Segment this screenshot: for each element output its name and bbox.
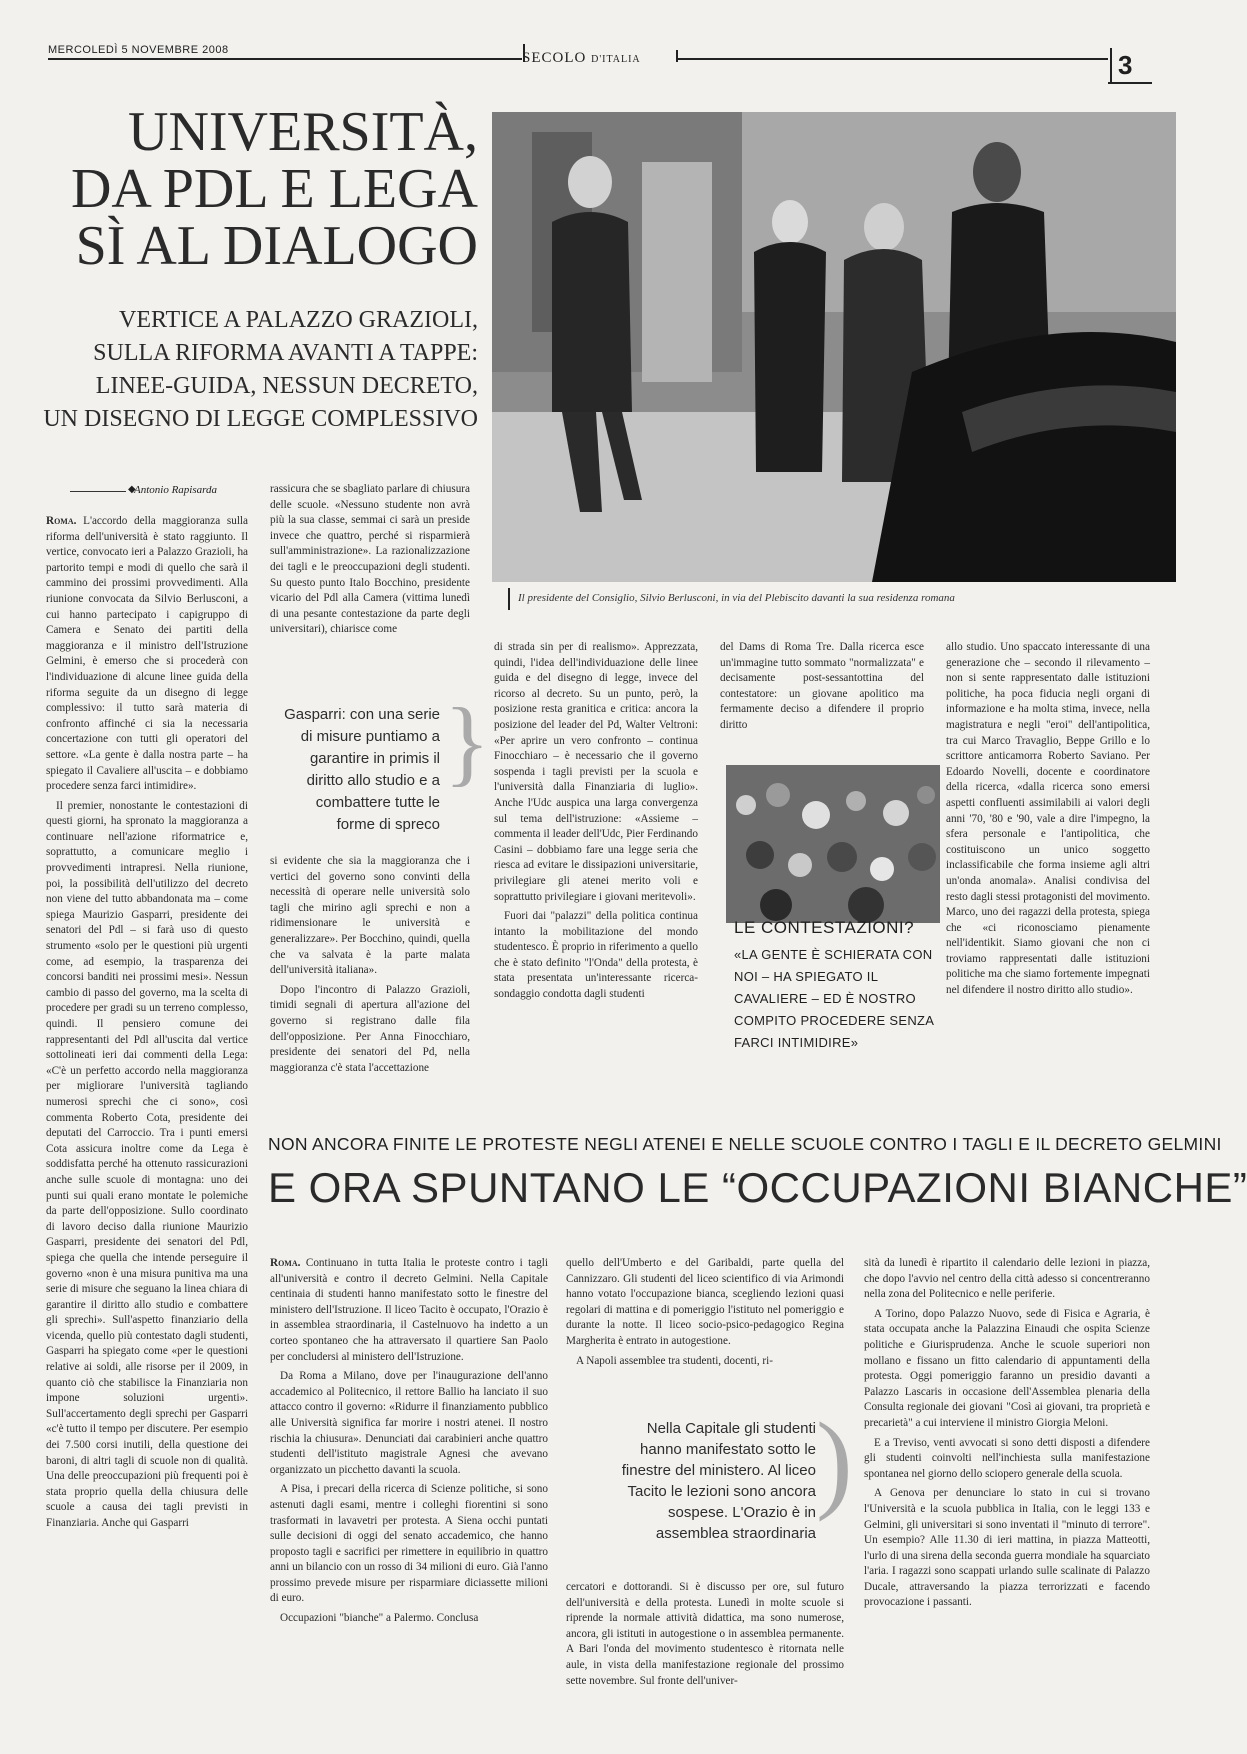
article2-column-3: [864, 1256, 1150, 1694]
article2-kicker: NON ANCORA FINITE LE PROTESTE NEGLI ATENEI E NELLE SCUOLE CONTRO I TAGLI E IL DECRETO GELMINI: [268, 1134, 1222, 1154]
masthead-rule-right: [676, 58, 1108, 60]
headline-line: SÌ AL DIALOGO: [75, 215, 478, 277]
article2-col1-p4: Occupazioni "bianche" a Palermo. Conclusa: [280, 1612, 479, 1625]
article1-column-2-bottom: [270, 854, 470, 1074]
article2-title: E ORA SPUNTANO LE “OCCUPAZIONI BIANCHE”: [268, 1164, 1247, 1211]
capitale-pullquote: Nella Capitale gli studenti hanno manifestato sotto le finestre del ministero. Al liceo Tacito le lezioni sono ancora sospese. L'Orazio è in assemblea straordinaria: [621, 1420, 816, 1542]
page-number-underline: [1108, 82, 1152, 84]
subheadline: [30, 304, 478, 436]
article1-col1-p2: Il premier, nonostante le contestazioni di questi giorni, ha spronato la maggioranza a continuare nell'azione riformatrice e, soprattutto, a comunicare meglio i provvedimenti intrapresi. Nella riunione, poi, la possibilità dell'utilizzo del decreto non viene del tutto abbandonata ma – come spiega Maurizio Gasparri, presidente dei senatori del Pdl – si farà uso di questo strumento «solo per le questioni più urgenti come, ad esempio, la trasparenza dei concorsi banditi nei prossimi mesi». Nessun cambio di passo del governo, ma la scelta di procedere per gradi su un terreno complesso, quindi. Il pensiero comune dei rappresentanti del Pdl all'uscita dal vertice sottolineati ieri dai commenti della Lega: «C'è un perfetto accordo nella maggioranza per migliorare l'università tagliando numerosi sprechi che ci sono», così commenta Roberto Cota, presidente dei deputati del Carroccio. Tra i punti emersi Cota assicura inoltre come da Lega è soddisfatta perché ha ottenuto rassicurazioni anche sulle scuole di montagna: uno dei punti sui quali erano montate le polemiche da parte dell'opposizione. Sullo coordinato di lavoro deciso dalla riunione Maurizio Gasparri, presidente dei senatori del Pdl, spiega che quella che intende perseguire il governo «non è una misura punitiva ma una serie di misure che seguano la linea chiara di garantire il diritto allo studio e combattere gli sprechi». Sull'aspetto finanziario della vicenda, quello più contestato dagli studenti, Gasparri ha spiegato come «per le questioni relative ai soldi, alle risorse per il 2009, in quanto ciò che stabilisce la Finanziaria non impone soluzioni urgenti». Sull'accertamento degli sprechi per Gasparri «c'è tutto il tempo per discutere. Per esempio dei 7.500 corsi inutili, della questione dei baroni, di altri tagli di scuole non di qualità. Una delle preoccupazioni più frequenti poi è stata proprio quella della chiusura delle scuole a causa dei tagli previsti in Finanziaria. Anche qui Gasparri: [46, 799, 248, 1529]
article2-col3-p3: E a Treviso, venti avvocati si sono detti disposti a difendere gli studenti coinvolti nell'inchiesta sulla manifestazione spontanea nel giorno dello sciopero generale della scuola.: [864, 1436, 1150, 1480]
main-headline: [30, 101, 478, 277]
article2-col1-p2: Da Roma a Milano, dove per l'inaugurazione dell'anno accademico al Politecnico, il rettore Ballio ha lanciato il suo attacco contro il governo: «Ridurre il finanziamento pubblico alle Università significa far morire i nostri atenei. Il nostro rischia la chiusura». Denunciati dai carabinieri anche quattro studenti dell'istituto magistrale Agnesi che avevano organizzato un picchetto davanti la scuola.: [270, 1370, 548, 1476]
article1-col1-p1: [46, 514, 248, 795]
byline-author: Antonio Rapisarda: [134, 484, 218, 496]
masthead-rule-left: [48, 58, 522, 60]
article2-col1-p3: A Pisa, i precari della ricerca di Scienze politiche, si sono astenuti dagli esami, mentre i colleghi fiorentini si sono trasformati in lavavetri per protesta. A Siena occhi puntati sulle decisioni di oggi del senato accademico, che hanno proposto tagli e sacrifici per rimettere in equilibrio in quattro anni un bilancio con un rosso di 34 milioni di euro. Già l'anno prossimo prevede misure per risparmiare diciassette milioni di euro.: [270, 1483, 548, 1605]
article2-col3-p4: A Genova per denunciare lo stato in cui si trovano l'Università e la scuola pubblica in Italia, con le leggi 133 e Gelmini, gli universitari si sono inventati il "minuto di terrore". Un esempio? Alle 11.30 di ieri mattina, in piazza Matteotti, l'urlo di una sirena della seconda guerra mondiale ha squarciato l'aria. I ragazzi sono scappati urlando sulle scalinate di Palazzo Ducale, attraversando la piazza terrorizzati e facendo provocazione i passanti.: [864, 1487, 1150, 1609]
article1-column-3: [494, 640, 698, 1068]
newspaper-name-main: SECOLO: [522, 50, 587, 66]
newspaper-name: [522, 50, 641, 67]
byline-rule: [70, 491, 126, 492]
article1-col4-p1: del Dams di Roma Tre. Dalla ricerca esce un'immagine tutto sommato "normalizzata" e decisamente post-sessantottina del contestatore: un giovane apolitico ma fermamente deciso a difendere il proprio diritto: [720, 641, 924, 731]
page-number: 3: [1118, 50, 1133, 80]
article1-col1-p1-text: L'accordo della maggioranza sulla riforma dell'università è stato raggiunto. Il vertice, convocato ieri a Palazzo Grazioli, ha partorito tempi e modi di quello che sarà il cammino dei prossimi provvedimenti. Alla riunione convocata da Silvio Berlusconi, a cui hanno partecipato i capigruppo di Camera e Senato dei partiti della maggioranza e il ministro dell'Istruzione Gelmini, è emerso che si procederà con l'individuazione di alcune linee guida della riforma seguite da un disegno di legge complessivo: il tutto sarà materia di confronto affinché ci sia la necessaria concertazione con tutti gli operatori del settore. «La gente è dalla nostra parte – ha spiegato il Cavaliere all'uscita – e dobbiamo procedere senza farci intimidire».: [46, 515, 248, 793]
article1-col3-p2: Fuori dai "palazzi" della politica continua intanto la mobilitazione del mondo studentesco. È proprio in riferimento a quello che è stato definito "l'Onda" della protesta, è stata presentata un'interessante ricerca-sondaggio condotta dagli studenti: [494, 910, 698, 1001]
photo-caption: Il presidente del Consiglio, Silvio Berlusconi, in via del Plebiscito davanti la sua residenza romana: [518, 592, 955, 604]
article2-column-2-top: [566, 1256, 844, 1386]
article1-column-4: [720, 640, 924, 760]
subhead-line: VERTICE A PALAZZO GRAZIOLI,: [119, 307, 478, 333]
headline-line: DA PDL E LEGA: [70, 158, 478, 220]
dateline: Roma.: [46, 515, 77, 527]
article1-column-1: [46, 514, 248, 1690]
byline-diamond-icon: ◆: [128, 484, 136, 495]
photo-illustration: [492, 112, 1176, 582]
newspaper-name-suffix: D'ITALIA: [591, 54, 641, 65]
article2-col1-p1-text: Continuano in tutta Italia le proteste contro i tagli all'università e contro il decreto Gelmini. Nella Capitale centinaia di studenti hanno manifestato sotto le finestre del ministero dell'Istruzione. Il liceo Tacito è occupato, l'Orazio è in assemblea straordinaria, il Castelnuovo ha indetto a un corteo spontaneo che ha attraversato il quartiere San Paolo per concludersi al ministero dell'Istruzione.: [270, 1257, 548, 1363]
article2-column-1: [270, 1256, 548, 1692]
article2-col3-p2: A Torino, dopo Palazzo Nuovo, sede di Fisica e Agraria, è stata occupata anche la Palazzina Einaudi che ospita Scienze politiche e Giurisprudenza. Anche le scuole superiori non mollano e fissano un fitto calendario di appuntamenti della protesta. Oggi pomeriggio faranno un presidio davanti a Palazzo Lascaris in occasione dell'Assemblea plenaria della Consulta regionale dei giovani "Così ai giovani, tra proprietà e precarietà" a cui interviene il ministro Giorgia Meloni.: [864, 1307, 1150, 1429]
article1-col2-p3: Dopo l'incontro di Palazzo Grazioli, timidi segnali di apertura all'azione del governo si registrano dalle fila dell'opposizione. Per Anna Finocchiaro, presidente dei senatori del Pd, nella maggioranza c'è stata l'accettazione: [270, 983, 470, 1074]
article2-col2-p2: A Napoli assemblee tra studenti, docenti, ri-: [576, 1354, 773, 1367]
article1-col5-p1: allo studio. Uno spaccato interessante di una generazione che – secondo il rilevamento – non si sente rappresentato dalle istituzioni politiche, ha poca fiducia negli organi di informazione e ha molta stima, invece, nella magistratura e negli "eroi" dell'antipolitica, tra cui Marco Travaglio, Beppe Grillo e lo scrittore anticamorra Roberto Saviano. Per Edoardo Novelli, docente e coordinatore della ricerca, «dalla ricerca sono emersi aspetti confluenti assimilabili ai valori degli anni '70, '80 e '90, vale a dire l'impegno, la sfera personale e l'antipolitica, che costituiscono un unico soggetto inclassificabile che forma insieme agli altri un'onda anomala». Analisi condivisa del resto dagli stessi protagonisti del movimento. Marco, uno dei ragazzi della protesta, spiega che «ci riconosciamo pienamente nell'identikit. Siamo giovani che non ci troviamo rappresentati dalle istituzioni politiche ma che siamo fortemente impegnati nel difendere il nostro diritto allo studio».: [946, 641, 1150, 997]
article2-col3-p1: sità da lunedì è ripartito il calendario delle lezioni in piazza, che dopo l'avvio nel centro della città adesso si concentreranno nella zona del Politecnico e nelle periferie.: [864, 1257, 1150, 1301]
box-quote: «LA GENTE È SCHIERATA CON NOI – HA SPIEGATO IL CAVALIERE – ED È NOSTRO COMPITO PROCEDERE SENZA FARCI INTIMIDIRE»: [734, 947, 934, 1050]
subhead-line: LINEE-GUIDA, NESSUN DECRETO,: [95, 373, 478, 399]
box-title: LE CONTESTAZIONI?: [734, 918, 915, 937]
protest-crowd-illustration: [726, 765, 940, 923]
article2-col2-p3: cercatori e dottorandi. Si è discusso per ore, sul futuro dell'università e della protesta. Lunedì in molte scuole si riprende la normale attività didattica, ma sono numerose, ancora, gli istituti in autogestione o in assemblea permanente. A Bari l'onda del movimento studentesco è ritornata nelle aule, in vista della manifestazione regionale del prossimo sette novembre. Sul fronte dell'univer-: [566, 1581, 844, 1687]
caption-marker: [508, 588, 510, 610]
page-number-divider: [1110, 48, 1112, 82]
subhead-line: UN DISEGNO DI LEGGE COMPLESSIVO: [43, 406, 478, 432]
article1-column-2-top: [270, 482, 470, 682]
protest-photo: [726, 765, 940, 923]
article1-col3-p1: di strada sin per di realismo». Apprezzata, quindi, l'idea dell'individuazione delle linee guida e del disegno di legge, invece del ricorso al decreto. Su un punto, però, la posizione resta granitica e critica: ancora la posizione del leader del Pd, Walter Veltroni: «Per aprire un vero confronto – continua Finocchiaro – è necessario che il governo sospenda i tagli previsti per la scuola e l'università dalla Finanziaria di luglio». Anche l'Udc auspica una larga convergenza sul tema dell'istruzione: «Assieme – commenta il leader dell'Udc, Pier Ferdinando Casini – dobbiamo fare una legge seria che riesca ad evitare le dissipazioni universitarie, privilegiare gli atenei merito voli e soprattutto privilegiare i giovani meritevoli».: [494, 641, 698, 903]
masthead-divider-right: [676, 50, 678, 62]
dateline: Roma.: [270, 1257, 301, 1269]
article1-column-5: [946, 640, 1150, 1072]
berlusconi-photo: [492, 112, 1176, 582]
article2-column-2-bottom: [566, 1580, 844, 1694]
pullquote-brace-icon: ): [816, 1400, 853, 1522]
article2-col1-p1: [270, 1256, 548, 1365]
article1-col2-p2: si evidente che sia la maggioranza che i vertici del governo sono convinti della necessità di operare nelle università solo tagli che mirino agli sprechi e non a ridimensionare le università e generalizzare». Per Bocchino, quindi, quella che va salvata è la parte malata dell'università italiana».: [270, 855, 470, 977]
issue-date: MERCOLEDÌ 5 NOVEMBRE 2008: [48, 44, 229, 56]
pullquote-brace-icon: }: [444, 688, 491, 795]
article1-col2-p1: rassicura che se sbagliato parlare di chiusura delle scuole. «Nessuno studente non avrà più la sua classe, semmai ci sarà un preside invece che quattro, perché si risparmierà sull'amministrazione». La razionalizzazione dei tagli e le preoccupazioni degli studenti. Su questo punto Italo Bocchino, presidente vicario del Pdl alla Camera (vittima lunedì di una pesante contestazione da parte degli universitari), chiarisce come: [270, 483, 470, 636]
headline-line: UNIVERSITÀ,: [128, 101, 478, 163]
subhead-line: SULLA RIFORMA AVANTI A TAPPE:: [93, 340, 478, 366]
gasparri-pullquote: Gasparri: con una serie di misure puntiamo a garantire in primis il diritto allo studio e a combattere tutte le forme di spreco: [284, 706, 440, 833]
article2-col2-p1: quello dell'Umberto e del Garibaldi, parte quella del Cannizzaro. Gli studenti del liceo scientifico di via Arimondi hanno votato l'occupazione bianca, scegliendo lezioni quasi regolari di mattina e di pomeriggio l'istituto nel pomeriggio e durante la notte. Il liceo socio-psico-pedagogico Regina Margherita è entrato in autogestione.: [566, 1257, 844, 1347]
